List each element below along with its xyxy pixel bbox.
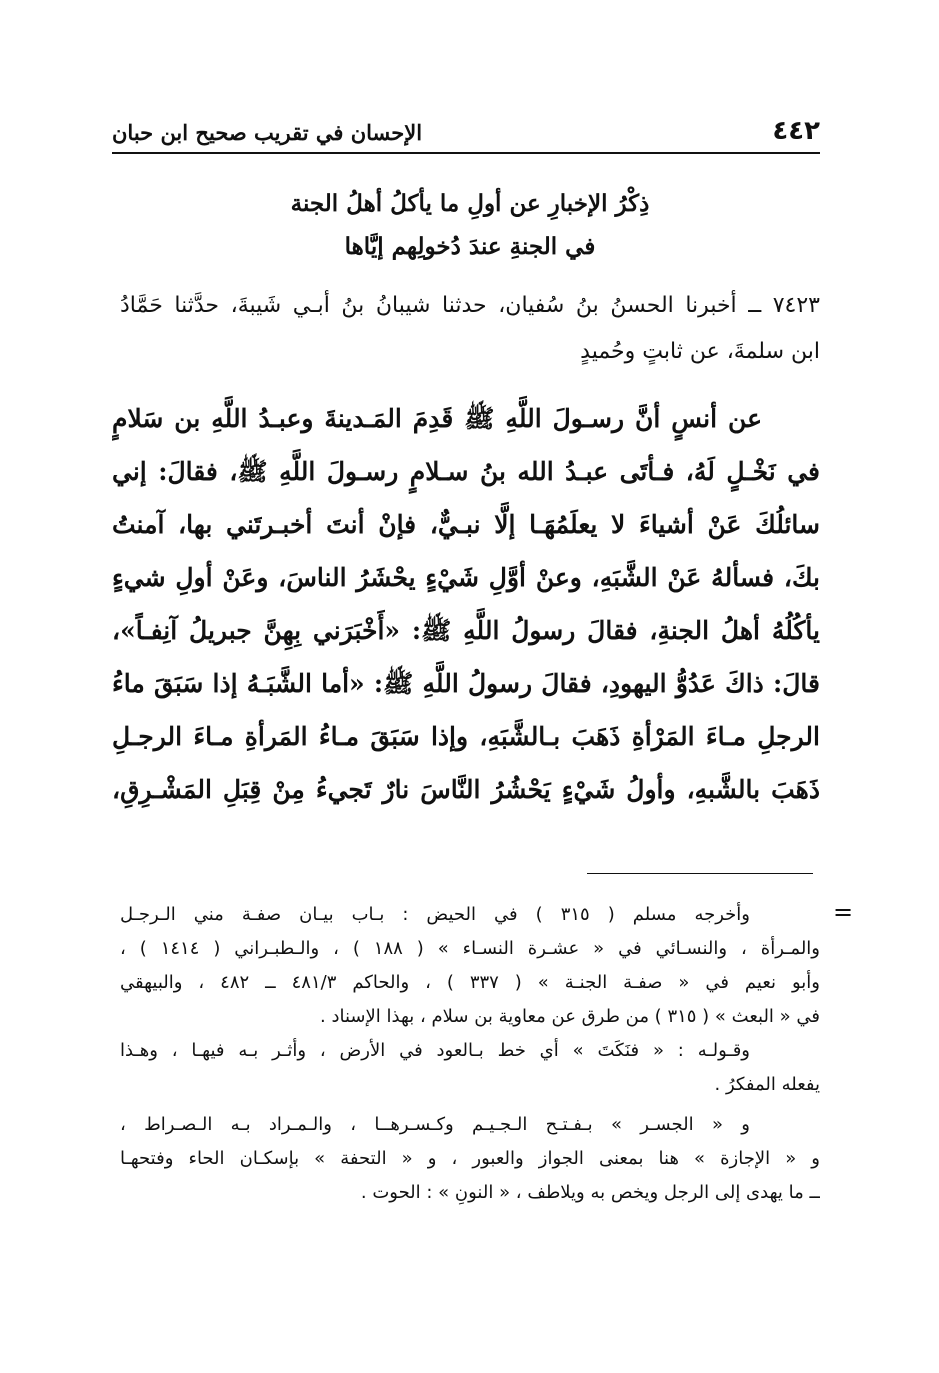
hadith-text-line: قالَ: ذاكَ عَدُوُّ اليهودِ، فقالَ رسولُ اللَّهِ ﷺ: «أما الشَّبَـهُ إذا سَبَقَ ماءُ: [112, 669, 820, 698]
isnad-line: ابن سلمةَ، عن ثابتٍ وحُميدٍ: [580, 339, 820, 364]
footnote-line: يفعله المفكرُ .: [714, 1074, 820, 1095]
page-number: ٤٤٢: [772, 116, 820, 146]
book-title: الإحسان في تقريب صحيح ابن حبان: [112, 120, 423, 145]
hadith-text-line: سائلُكَ عَنْ أشياءَ لا يعلَمُهَـا إلَّا نبـيٌّ، فإنْ أنتَ أخبـرتَني بها، آمنتُ: [112, 510, 820, 539]
footnotes: [120, 898, 820, 1210]
footnote-continuation-mark: =: [833, 898, 854, 926]
hadith-text: [112, 392, 820, 816]
hadith-text-line: ذَهَبَ بالشَّبهِ، وأولُ شَيْءٍ يَحْشُرُ النَّاسَ نارٌ تَجيءُ مِنْ قِبَلِ المَشْـرِقِ،: [112, 775, 820, 804]
footnote-line: وأبو نعيم في « صفـة الجنـة » ( ٣٣٧ ) ، والحاكم ٤٨١/٣ ــ ٤٨٢ ، والبيهقي: [120, 972, 820, 993]
hadith-text-line: يأكُلُهُ أهلُ الجنةِ، فقالَ رسولُ اللَّهِ ﷺ: «أَخْبَرَني بِهِنَّ جبريلُ آنِفـاً»،: [112, 616, 820, 645]
hadith-text-line: بكَ، فسألهُ عَنْ الشَّبَهِ، وعنْ أوَّلِ شَيْءٍ يحْشَرُ الناسَ، وعَنْ أولِ شيءٍ: [112, 563, 820, 592]
hadith-text-line: في نَخْـلٍ لَهُ، فـأتَى عبـدُ الله بنُ سـلامٍ رسـولَ اللَّهِ ﷺ، فقالَ: إني: [112, 457, 820, 486]
chapter-title-line: في الجنةِ عندَ دُخولِهم إيَّاها: [344, 233, 596, 260]
footnote-line: في « البعث » ( ٣١٥ ) من طرق عن معاوية بن سلام ، بهذا الإسناد .: [320, 1006, 820, 1027]
running-header: [112, 112, 820, 154]
footnote-line: ــ ما يهدى إلى الرجل ويخص به ويلاطف ، « النونِ » : الحوت .: [360, 1182, 820, 1203]
chapter-title-line: ذِكْرُ الإخبارِ عن أولِ ما يأكلُ أهلُ الجنة: [290, 190, 650, 217]
chapter-heading: [200, 182, 740, 268]
isnad-line: ٧٤٢٣ ــ أخبرنا الحسنُ بنُ سُفيان، حدثنا شيبانُ بنُ أبـي شَيبةَ، حدَّثنا حَمَّادُ: [120, 293, 820, 318]
hadith-text-line: الرجلِ مـاءَ المَرْأةِ ذَهَبَ بـالشَّبَهِ، وإذا سَبَقَ مـاءُ المَرأةِ مـاءَ الرجـلِ: [112, 722, 820, 751]
footnote-separator: [587, 873, 813, 874]
hadith-isnad: [120, 283, 820, 375]
footnote-line: وأخرجه مسلم ( ٣١٥ ) في الحيض : بـاب بيـان صفـة مني الـرجـل: [120, 904, 750, 925]
footnote-line: وقـولـه : « فنَكَتَ » أي خط بـالعود في الأرض ، وأثـر بـه فيهـا ، وهـذا: [120, 1040, 750, 1061]
hadith-text-line: عن أنسٍ أنَّ رسـولَ اللَّهِ ﷺ قَدِمَ المَـدينةَ وعبـدُ اللَّهِ بن سَلامٍ: [112, 404, 762, 433]
footnote-line: و « الجسـر » بـفـتـح الـجـيـم وكـسـرهــا ، والـمـراد بـه الـصـراط ،: [120, 1114, 750, 1135]
footnote-line: و « الإجازة » هنا بمعنى الجواز والعبور ، و « التحفة » بإسكـان الحاء وفتحهـا: [120, 1148, 820, 1169]
footnote-line: والمـرأة ، والنسـائي في « عشـرة النسـاء » ( ١٨٨ ) ، والـطبـراني ( ١٤١٤ ) ،: [120, 938, 820, 959]
